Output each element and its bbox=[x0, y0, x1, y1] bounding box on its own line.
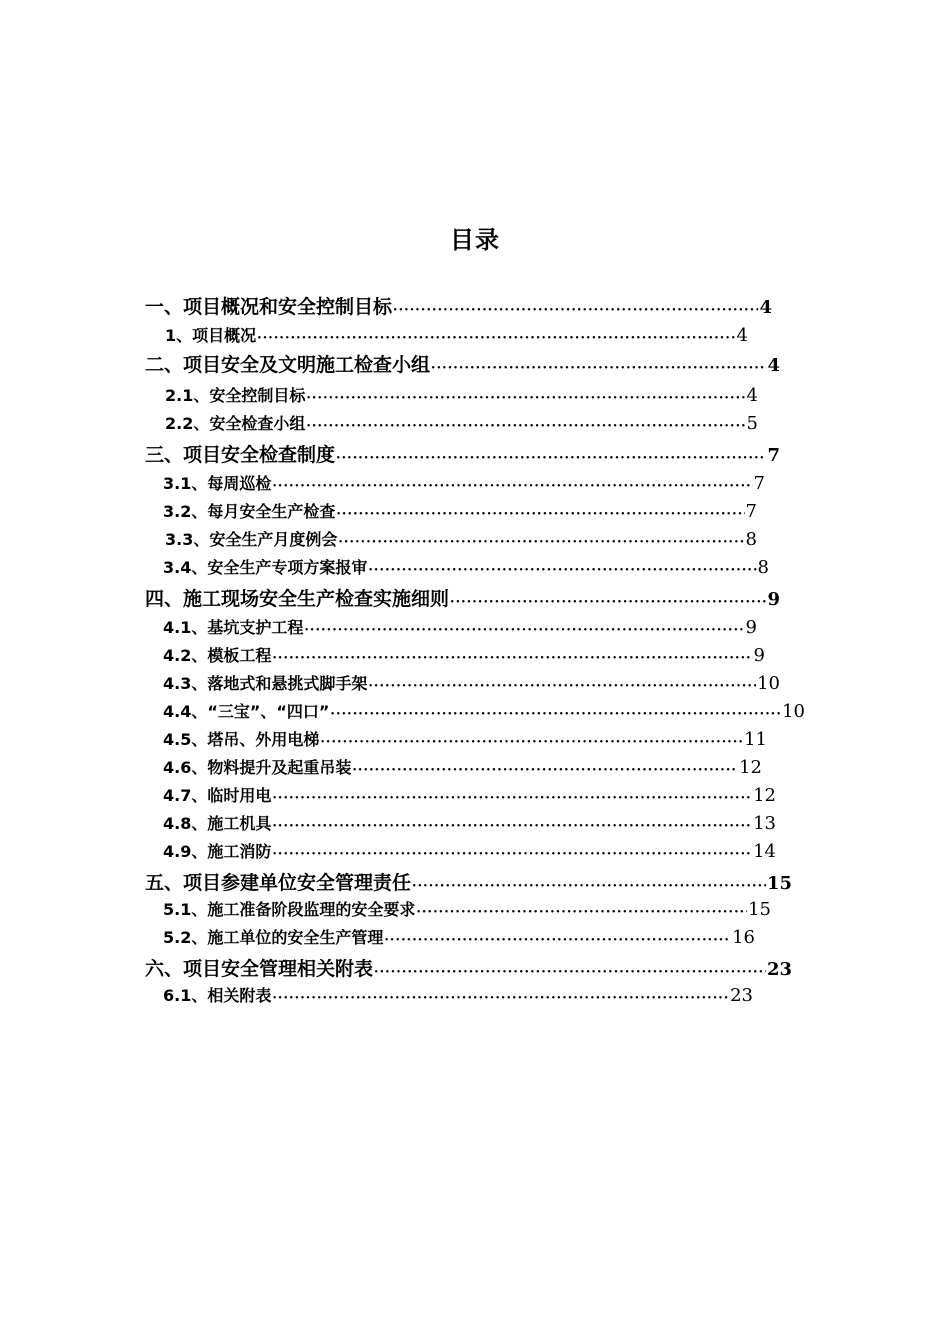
toc-page-number: 12 bbox=[753, 785, 776, 806]
toc-entry-label: 4.5、塔吊、外用电梯 bbox=[163, 730, 320, 749]
toc-page-number: 4 bbox=[767, 355, 780, 376]
dot-leader bbox=[352, 753, 738, 784]
toc-page-number: 12 bbox=[739, 757, 762, 778]
toc-entry-label: 4.3、落地式和悬挑式脚手架 bbox=[163, 674, 368, 693]
toc-page-number: 14 bbox=[753, 841, 776, 862]
toc-page-number: 10 bbox=[782, 701, 805, 722]
dot-leader bbox=[393, 291, 758, 325]
toc-subsection-entry bbox=[163, 470, 765, 498]
dot-leader bbox=[336, 497, 744, 528]
toc-subsection-entry bbox=[163, 698, 805, 726]
toc-section-entry bbox=[145, 440, 780, 470]
toc-subsection-entry bbox=[163, 554, 769, 582]
toc-subsection-entry bbox=[165, 410, 758, 438]
dot-leader bbox=[272, 981, 729, 1012]
toc-page-number: 9 bbox=[745, 617, 757, 638]
dot-leader bbox=[304, 613, 744, 644]
toc-page-number: 13 bbox=[753, 813, 776, 834]
dot-leader bbox=[272, 781, 752, 812]
dot-leader bbox=[416, 895, 747, 926]
toc-entry-label: 五、项目参建单位安全管理责任 bbox=[145, 872, 412, 894]
toc-subsection-entry bbox=[163, 754, 762, 782]
dot-leader bbox=[272, 837, 752, 868]
toc-subsection-entry bbox=[163, 982, 753, 1010]
toc-entry-label: 5.2、施工单位的安全生产管理 bbox=[163, 928, 384, 947]
toc-entry-label: 4.1、基坑支护工程 bbox=[163, 618, 304, 637]
toc-page-number: 9 bbox=[753, 645, 765, 666]
toc-subsection-entry bbox=[163, 782, 776, 810]
dot-leader bbox=[306, 381, 745, 412]
page-title: 目录 bbox=[450, 226, 500, 254]
dot-leader bbox=[272, 641, 752, 672]
toc-page-number: 7 bbox=[767, 445, 780, 466]
toc-page-number: 7 bbox=[745, 501, 757, 522]
toc-subsection-entry bbox=[165, 382, 758, 410]
toc-subsection-entry bbox=[163, 838, 776, 866]
toc-subsection-entry bbox=[163, 614, 757, 642]
toc-section-entry bbox=[145, 292, 772, 322]
dot-leader bbox=[306, 409, 745, 440]
toc-subsection-entry bbox=[163, 498, 757, 526]
toc-subsection-entry bbox=[163, 642, 765, 670]
toc-section-entry bbox=[145, 584, 780, 614]
toc-subsection-entry bbox=[163, 810, 776, 838]
toc-page-number: 8 bbox=[757, 557, 769, 578]
toc-entry-label: 4.7、临时用电 bbox=[163, 786, 272, 805]
dot-leader bbox=[272, 809, 752, 840]
toc-entry-label: 三、项目安全检查制度 bbox=[145, 444, 336, 466]
toc-subsection-entry bbox=[165, 322, 748, 350]
dot-leader bbox=[320, 725, 743, 756]
toc-entry-label: 二、项目安全及文明施工检查小组 bbox=[145, 354, 431, 376]
toc-entry-label: 3.1、每周巡检 bbox=[163, 474, 272, 493]
toc-entry-label: 4.4、“三宝”、“四口” bbox=[163, 702, 330, 721]
toc-section-entry bbox=[145, 868, 792, 898]
toc-entry-label: 2.1、安全控制目标 bbox=[165, 386, 306, 405]
toc-entry-label: 一、项目概况和安全控制目标 bbox=[145, 296, 393, 318]
dot-leader bbox=[338, 525, 744, 556]
toc-entry-label: 1、项目概况 bbox=[165, 326, 257, 345]
toc-page-number: 8 bbox=[745, 529, 757, 550]
toc-page-number: 7 bbox=[753, 473, 765, 494]
toc-entry-label: 3.3、安全生产月度例会 bbox=[165, 530, 338, 549]
toc-entry-label: 3.2、每月安全生产检查 bbox=[163, 502, 336, 521]
toc-page-number: 10 bbox=[757, 673, 780, 694]
toc-page-number: 11 bbox=[744, 729, 767, 750]
dot-leader bbox=[450, 583, 766, 617]
toc-subsection-entry bbox=[163, 670, 780, 698]
dot-leader bbox=[368, 553, 756, 584]
toc-section-entry bbox=[145, 350, 780, 380]
toc-subsection-entry bbox=[163, 924, 755, 952]
toc-page-number: 4 bbox=[746, 385, 758, 406]
toc-entry-label: 5.1、施工准备阶段监理的安全要求 bbox=[163, 900, 416, 919]
toc-page-number: 9 bbox=[767, 589, 780, 610]
toc-entry-label: 四、施工现场安全生产检查实施细则 bbox=[145, 588, 450, 610]
toc-entry-label: 六、项目安全管理相关附表 bbox=[145, 958, 374, 980]
toc-page-number: 23 bbox=[730, 985, 753, 1006]
dot-leader bbox=[330, 697, 781, 728]
dot-leader bbox=[336, 439, 766, 473]
dot-leader bbox=[272, 469, 752, 500]
toc-page-number: 23 bbox=[766, 959, 792, 980]
toc-entry-label: 3.4、安全生产专项方案报审 bbox=[163, 558, 368, 577]
toc-page-number: 15 bbox=[766, 873, 792, 894]
toc-page-number: 5 bbox=[746, 413, 758, 434]
toc-page-number: 15 bbox=[748, 899, 771, 920]
toc-subsection-entry bbox=[163, 726, 767, 754]
dot-leader bbox=[368, 669, 756, 700]
toc-entry-label: 4.9、施工消防 bbox=[163, 842, 272, 861]
toc-page-number: 16 bbox=[732, 927, 755, 948]
toc-subsection-entry bbox=[165, 526, 757, 554]
toc-entry-label: 4.2、模板工程 bbox=[163, 646, 272, 665]
dot-leader bbox=[431, 349, 766, 383]
toc-section-entry bbox=[145, 954, 792, 984]
toc-entry-label: 4.6、物料提升及起重吊装 bbox=[163, 758, 352, 777]
dot-leader bbox=[257, 321, 735, 352]
dot-leader bbox=[384, 923, 731, 954]
toc-subsection-entry bbox=[163, 896, 771, 924]
toc-entry-label: 6.1、相关附表 bbox=[163, 986, 272, 1005]
toc-entry-label: 2.2、安全检查小组 bbox=[165, 414, 306, 433]
toc-page-number: 4 bbox=[759, 297, 772, 318]
toc-page-number: 4 bbox=[736, 325, 748, 346]
toc-entry-label: 4.8、施工机具 bbox=[163, 814, 272, 833]
